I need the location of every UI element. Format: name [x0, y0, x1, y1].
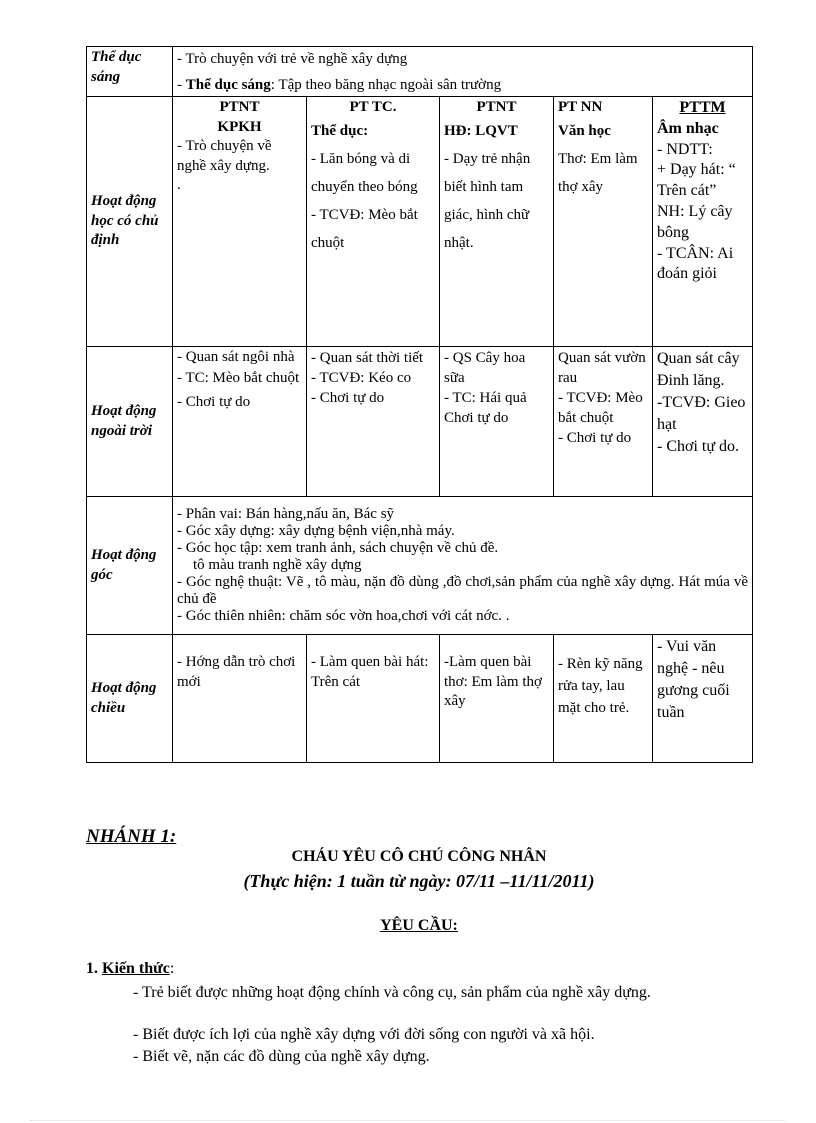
- outdoor-row: [87, 347, 753, 497]
- learning-head-4b: Văn học: [558, 123, 611, 139]
- knowledge-title: Kiến thức: [102, 960, 170, 977]
- afternoon-cell-2: [307, 635, 440, 763]
- knowledge-item: - Biết vẽ, nặn các đồ dùng của nghề xây dựng.: [133, 1048, 430, 1065]
- learning-cell-3: [440, 97, 554, 347]
- requirements-heading: YÊU CẦU:: [380, 917, 458, 934]
- learning-head-5a: PTTM: [679, 99, 726, 116]
- learning-text: - Lăn bóng và di chuyển theo bóng: [311, 151, 418, 195]
- learning-cell-1: [173, 97, 307, 347]
- afternoon-text: - Rèn kỹ năng rửa tay, lau mặt cho trẻ.: [558, 656, 643, 716]
- learning-label: Hoạt động học có chủ định: [87, 97, 173, 347]
- corner-line: tô màu tranh nghề xây dựng: [193, 557, 362, 573]
- afternoon-text: - Vui văn nghệ - nêu gương cuối tuần: [657, 638, 730, 721]
- outdoor-cell-2: [307, 347, 440, 497]
- outdoor-cell-1: [173, 347, 307, 497]
- afternoon-row: [87, 635, 753, 763]
- morning-content: [173, 47, 753, 97]
- corner-line: - Góc nghệ thuật: Vẽ , tô màu, nặn đồ dùng ,đồ chơi,sản phẩm của nghề xây dựng. Hát múa về chủ đề: [177, 574, 749, 607]
- afternoon-cell-5: [653, 635, 753, 763]
- outdoor-text: - QS Cây hoa sữa: [444, 350, 526, 386]
- corner-row: [87, 497, 753, 635]
- outdoor-text: - TC: Mèo bắt chuột: [177, 370, 300, 386]
- learning-head-3b: HĐ: LQVT: [444, 123, 518, 139]
- weekly-plan-table: [86, 46, 753, 763]
- outdoor-text: -TCVĐ: Gieo hạt: [657, 394, 746, 433]
- outdoor-text: - TCVĐ: Mèo bắt chuột: [558, 390, 643, 426]
- outdoor-text: - Chơi tự do: [558, 430, 632, 446]
- learning-text: - TCÂN: Ai đoán giỏi: [657, 244, 734, 283]
- knowledge-item: - Trẻ biết được những hoạt động chính và công cụ, sản phẩm của nghề xây dựng.: [133, 984, 651, 1001]
- branch-heading: NHÁNH 1:: [86, 826, 177, 847]
- outdoor-label: Hoạt động ngoài trời: [87, 347, 173, 497]
- outdoor-text: Quan sát cây Đinh lăng.: [657, 350, 740, 389]
- outdoor-text: Quan sát vườn rau: [558, 350, 646, 386]
- outdoor-text: - TCVĐ: Kéo co: [311, 370, 412, 386]
- corner-line: - Phân vai: Bán hàng,nấu ăn, Bác sỹ: [177, 506, 395, 522]
- afternoon-cell-4: [554, 635, 653, 763]
- afternoon-cell-3: [440, 635, 554, 763]
- outdoor-text: - Quan sát thời tiết: [311, 350, 424, 366]
- learning-head-2a: PT TC.: [349, 99, 397, 115]
- learning-text: Thơ: Em làm thợ xây: [558, 151, 638, 195]
- time-period: (Thực hiện: 1 tuần từ ngày: 07/11 –11/11/2011): [243, 871, 595, 891]
- learning-head-2b: Thể dục:: [311, 123, 369, 139]
- learning-cell-2: [307, 97, 440, 347]
- afternoon-cell-1: [173, 635, 307, 763]
- morning-line-2-prefix: -: [177, 76, 186, 93]
- outdoor-text: - Chơi tự do: [311, 390, 385, 406]
- learning-head-3a: PTNT: [476, 99, 517, 115]
- learning-text: + Dạy hát: “ Trên cát”: [657, 161, 736, 200]
- knowledge-number: 1.: [86, 960, 98, 977]
- morning-label: Thể dục sáng: [87, 47, 173, 97]
- learning-head-1a: PTNT: [219, 99, 260, 115]
- corner-label: Hoạt động góc: [87, 497, 173, 635]
- learning-head-5b: Âm nhạc: [657, 119, 719, 137]
- outdoor-text: - Chơi tự do: [177, 394, 251, 410]
- morning-line-2: [177, 76, 748, 96]
- learning-row: [87, 97, 753, 347]
- outdoor-text: - Chơi tự do.: [657, 438, 740, 455]
- outdoor-text: Chơi tự do: [444, 410, 509, 426]
- outdoor-cell-4: [554, 347, 653, 497]
- learning-head-4a: PT NN: [558, 99, 603, 115]
- outdoor-text: - TC: Hái quả: [444, 390, 527, 406]
- learning-cell-4: [554, 97, 653, 347]
- outdoor-text: - Quan sát ngôi nhà: [177, 349, 295, 365]
- learning-text: .: [177, 177, 181, 193]
- corner-content: [173, 497, 753, 635]
- learning-text: NH: Lý cây bông: [657, 202, 733, 241]
- corner-line: - Góc thiên nhiên: chăm sóc vờn hoa,chơi với cát nớc. .: [177, 608, 510, 624]
- afternoon-label: Hoạt động chiều: [87, 635, 173, 763]
- afternoon-text: -Làm quen bài thơ: Em làm thợ xây: [444, 654, 542, 709]
- topic-title: CHÁU YÊU CÔ CHÚ CÔNG NHÂN: [291, 848, 547, 865]
- morning-line-1: - Trò chuyện với trẻ về nghề xây dựng: [177, 51, 408, 67]
- morning-row: [87, 47, 753, 97]
- knowledge-colon: :: [169, 960, 175, 977]
- knowledge-heading: [86, 960, 752, 978]
- learning-text: - Trò chuyện về nghề xây dựng.: [177, 138, 272, 174]
- afternoon-text: - Hớng dẫn trò chơi mới: [177, 654, 296, 690]
- corner-line: - Góc học tập: xem tranh ảnh, sách chuyện về chủ đề.: [177, 540, 499, 556]
- outdoor-cell-5: [653, 347, 753, 497]
- morning-exercise-label: Thể dục sáng: [185, 76, 271, 93]
- learning-cell-5: [653, 97, 753, 347]
- corner-line: - Góc xây dựng: xây dựng bệnh viện,nhà máy.: [177, 523, 455, 539]
- learning-text: - Dạy trẻ nhận biết hình tam giác, hình chữ nhật.: [444, 151, 531, 251]
- outdoor-cell-3: [440, 347, 554, 497]
- knowledge-item: - Biết được ích lợi của nghề xây dựng với đời sống con người và xã hội.: [133, 1026, 595, 1043]
- afternoon-text: - Làm quen bài hát: Trên cát: [311, 654, 429, 690]
- morning-exercise-text: : Tập theo băng nhạc ngoài sân trường: [270, 76, 502, 93]
- learning-text: - NDTT:: [657, 140, 713, 158]
- learning-text: - TCVĐ: Mèo bắt chuột: [311, 207, 418, 251]
- page-bottom-divider: [30, 1120, 786, 1121]
- learning-head-1b: KPKH: [217, 118, 262, 135]
